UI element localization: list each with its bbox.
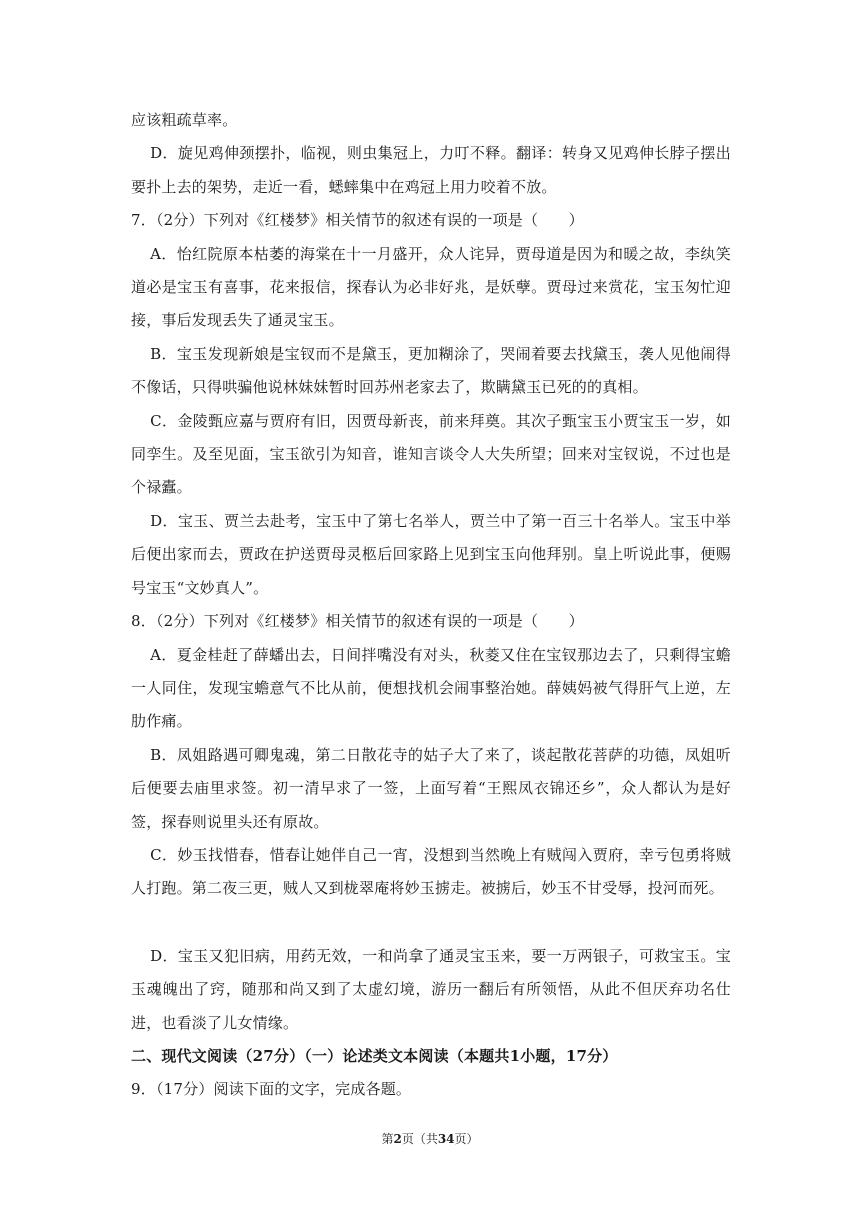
option-8c: C．妙玉找惜春，惜春让她伴自己一宵，没想到当然晚上有贼闯入贾府，幸亏包勇将贼人打跑。第二夜三更，贼人又到栊翠庵将妙玉掳走。被掳后，妙玉不甘受辱，投河而死。 <box>131 845 731 898</box>
footer-suffix: 页） <box>454 1132 479 1146</box>
blank-spacer <box>131 906 731 940</box>
question-7: 7．（2分）下列对《红楼梦》相关情节的叙述有误的一项是（ ） <box>131 211 584 230</box>
option-8b: B．凤姐路遇可卿鬼魂，第二日散花寺的姑子大了来了，谈起散花菩萨的功德，凤姐听后便要去庙里求签。初一清早求了一签，上面写着“王熙凤衣锦还乡”，众人都认为是好签，探春则说里头还有原故。 <box>131 745 731 831</box>
option-6d: D．旋见鸡伸颈摆扑，临视，则虫集冠上，力叮不释。翻译：转身又见鸡伸长脖子摆出要扑上去的架势，走近一看，蟋蟀集中在鸡冠上用力咬着不放。 <box>131 144 731 196</box>
option-8d: D．宝玉又犯旧病，用药无效，一和尚拿了通灵宝玉来，要一万两银子，可救宝玉。宝玉魂魄出了窍，随那和尚又到了太虚幻境，游历一翻后有所领悟，从此不但厌弃功名仕进，也看淡了儿女情缘。 <box>131 946 731 1032</box>
paragraph-continuation: 应该粗疏草率。 <box>131 111 238 129</box>
option-7c: C．金陵甄应嘉与贾府有旧，因贾母新丧，前来拜奠。其次子甄宝玉小贾宝玉一岁，如同孪生。及至见面，宝玉欲引为知音，谁知言谈令人大失所望；回来对宝钗说，不过也是个禄蠹。 <box>131 411 731 497</box>
footer-total-pages: 34 <box>437 1132 455 1146</box>
footer-page-number: 2 <box>393 1132 402 1146</box>
page-footer <box>0 1130 860 1147</box>
footer-prefix: 第 <box>381 1132 394 1146</box>
option-7d: D．宝玉、贾兰去赴考，宝玉中了第七名举人，贾兰中了第一百三十名举人。宝玉中举后便出家而去，贾政在护送贾母灵柩后回家路上见到宝玉向他拜别。皇上听说此事，便赐号宝玉“文妙真人”。 <box>131 511 731 597</box>
question-8: 8．（2分）下列对《红楼梦》相关情节的叙述有误的一项是（ ） <box>131 612 584 631</box>
document-body <box>131 104 731 1107</box>
option-7b: B．宝玉发现新娘是宝钗而不是黛玉，更加糊涂了，哭闹着要去找黛玉，袭人见他闹得不像话，只得哄骗他说林妹妹暂时回苏州老家去了，欺瞒黛玉已死的的真相。 <box>131 344 731 397</box>
option-8a: A．夏金桂赶了薛蟠出去，日间拌嘴没有对头，秋菱又住在宝钗那边去了，只剩得宝蟾一人同住，发现宝蟾意气不比从前，便想找机会闹事整治她。薛姨妈被气得肝气上逆，左肋作痛。 <box>131 645 731 731</box>
option-7a: A．怡红院原本枯萎的海棠在十一月盛开，众人诧异，贾母道是因为和暖之故，李纨笑道必是宝玉有喜事，花来报信，探春认为必非好兆，是妖孽。贾母过来赏花，宝玉匆忙迎接，事后发现丢失了通灵宝玉。 <box>131 244 731 330</box>
question-9: 9．（17分）阅读下面的文字，完成各题。 <box>131 1080 412 1099</box>
footer-middle: 页（共 <box>401 1132 438 1146</box>
section-heading: 二、现代文阅读（27分）（一）论述类文本阅读（本题共1小题，17分） <box>131 1046 618 1065</box>
